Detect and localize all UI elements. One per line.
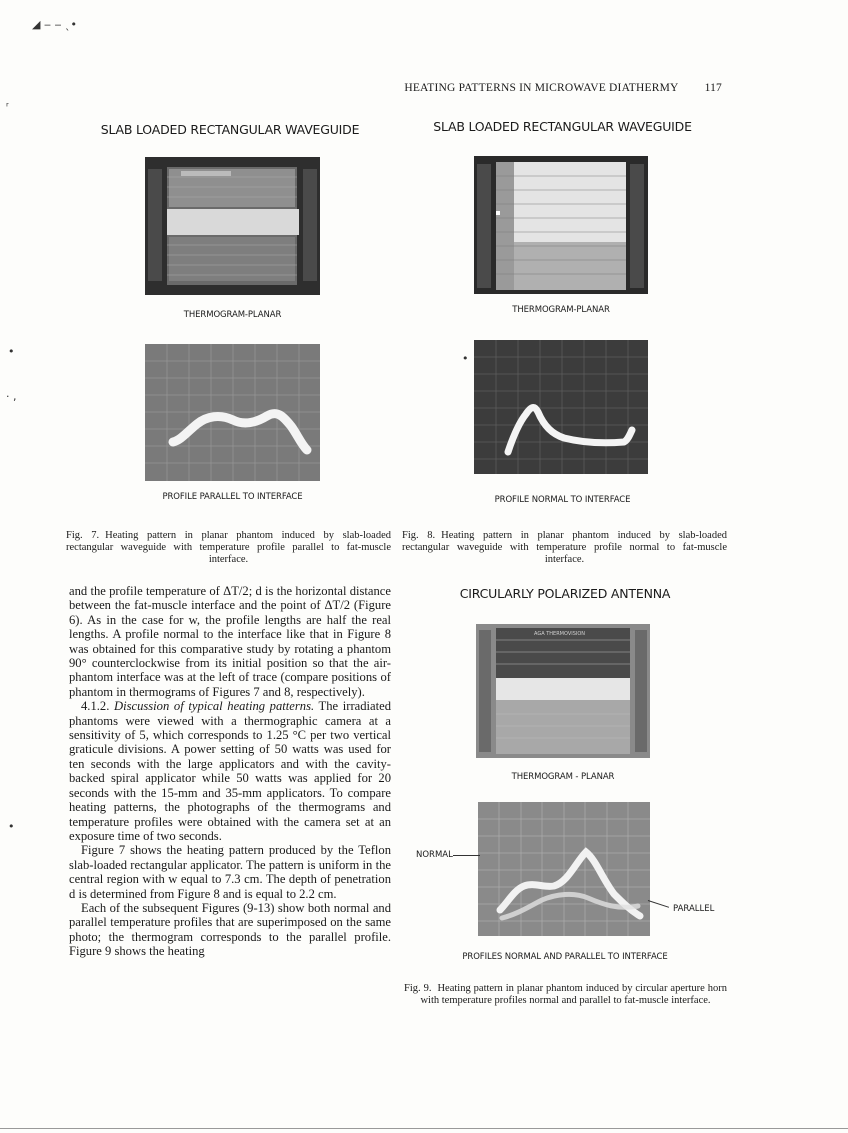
- fig9-profile-label: PROFILES NORMAL AND PARALLEL TO INTERFACE: [462, 952, 668, 962]
- section-text: The irradiated phantoms were viewed with a thermographic camera at a sensitivity of 5, which corresponds to 1.25 °C per two vertical graticule divisions. A power setting of 50 watts was used for ten seconds with the large applicators and with the cavity-backed spiral applicator while 50 watts was applied for 20 seconds with the 15-mm and 35-mm applicators. To compare heating patterns, the photographs of the thermograms and temperature profiles were obtained with the camera set at an exposure time of two seconds.: [69, 699, 392, 843]
- running-title: HEATING PATTERNS IN MICROWAVE DIATHERMY: [404, 82, 679, 94]
- scan-mark: •: [8, 345, 15, 358]
- fig9-title: CIRCULARLY POLARIZED ANTENNA: [459, 586, 671, 601]
- parallel-callout-line: [648, 900, 669, 908]
- normal-callout-line: [453, 855, 480, 856]
- page-number: 117: [704, 82, 722, 94]
- body-paragraph-2: [69, 699, 391, 843]
- fig8-caption: [402, 530, 727, 566]
- fig9-thermogram-photo: [476, 624, 650, 758]
- running-header: [404, 82, 722, 94]
- scan-mark: · ,: [6, 390, 17, 403]
- fig7-profile-photo: [145, 344, 320, 481]
- fig7-thermogram-photo: [145, 157, 320, 295]
- section-heading: Discussion of typical heating patterns.: [114, 699, 315, 714]
- fig9-profile-photo: [478, 802, 650, 936]
- normal-callout-label: NORMAL: [416, 850, 453, 860]
- fig7-caption: [66, 530, 391, 566]
- scan-edge: [0, 1128, 848, 1129]
- body-paragraph-4: Each of the subsequent Figures (9-13) show both normal and parallel temperature profiles that are superimposed on the same photo; the thermogram corresponds to the parallel profile. Figure 9 shows the heating: [69, 900, 391, 959]
- scan-mark: •: [8, 820, 15, 833]
- fig8-thermogram-label: THERMOGRAM-PLANAR: [512, 305, 610, 315]
- parallel-callout-label: PARALLEL: [673, 904, 715, 914]
- body-paragraph-1: and the profile temperature of ΔT/2; d is the horizontal distance between the fat-muscle interface and the point of ΔT/2 (Figure 6). As in the case for w, the profile lengths are half the real lengths. A profile normal to the interface like that in Figure 8 was obtained for this comparative study by rotating a phantom 90° counterclockwise from its initial position so that the air-phantom interface was at the left of trace (compare positions of phantom in thermograms of Figures 7 and 8, respectively).: [69, 584, 391, 699]
- fig9-thermogram-label: THERMOGRAM - PLANAR: [511, 772, 615, 782]
- fig7-title: SLAB LOADED RECTANGULAR WAVEGUIDE: [100, 122, 360, 137]
- body-text: [69, 584, 391, 959]
- scan-mark: ◢ ‒ ‒ ˎ•: [32, 18, 77, 31]
- fig9-caption-number: Fig. 9.: [404, 983, 432, 994]
- fig7-caption-number: Fig. 7.: [66, 530, 100, 541]
- fig8-caption-text: Heating pattern in planar phantom induced by slab-loaded rectangular waveguide with temperature profile normal to fat-muscle interface.: [402, 530, 727, 565]
- section-number: 4.1.2.: [81, 699, 110, 714]
- thermogram-overlay-text: AGA THERMOVISION: [534, 631, 586, 637]
- fig8-title: SLAB LOADED RECTANGULAR WAVEGUIDE: [433, 119, 692, 134]
- fig8-caption-number: Fig. 8.: [402, 530, 436, 541]
- scan-mark: •: [462, 352, 469, 365]
- scan-mark: ʳ: [6, 100, 9, 113]
- fig8-profile-photo: [474, 340, 648, 474]
- fig7-thermogram-label: THERMOGRAM-PLANAR: [183, 310, 282, 320]
- fig7-caption-text: Heating pattern in planar phantom induced by slab-loaded rectangular waveguide with temperature profile parallel to fat-muscle interface.: [66, 530, 391, 565]
- fig8-profile-label: PROFILE NORMAL TO INTERFACE: [494, 495, 631, 505]
- body-paragraph-3: Figure 7 shows the heating pattern produced by the Teflon slab-loaded rectangular applicator. The pattern is uniform in the central region with w equal to 7.3 cm. The depth of penetration d is determined from Figure 8 and is equal to 2.2 cm.: [69, 843, 391, 901]
- fig9-caption: [404, 983, 727, 1007]
- fig8-thermogram-photo: [474, 156, 648, 294]
- fig7-profile-label: PROFILE PARALLEL TO INTERFACE: [162, 492, 303, 502]
- fig9-caption-text: Heating pattern in planar phantom induced by circular aperture horn with temperature profiles normal and parallel to fat-muscle interface.: [420, 983, 727, 1006]
